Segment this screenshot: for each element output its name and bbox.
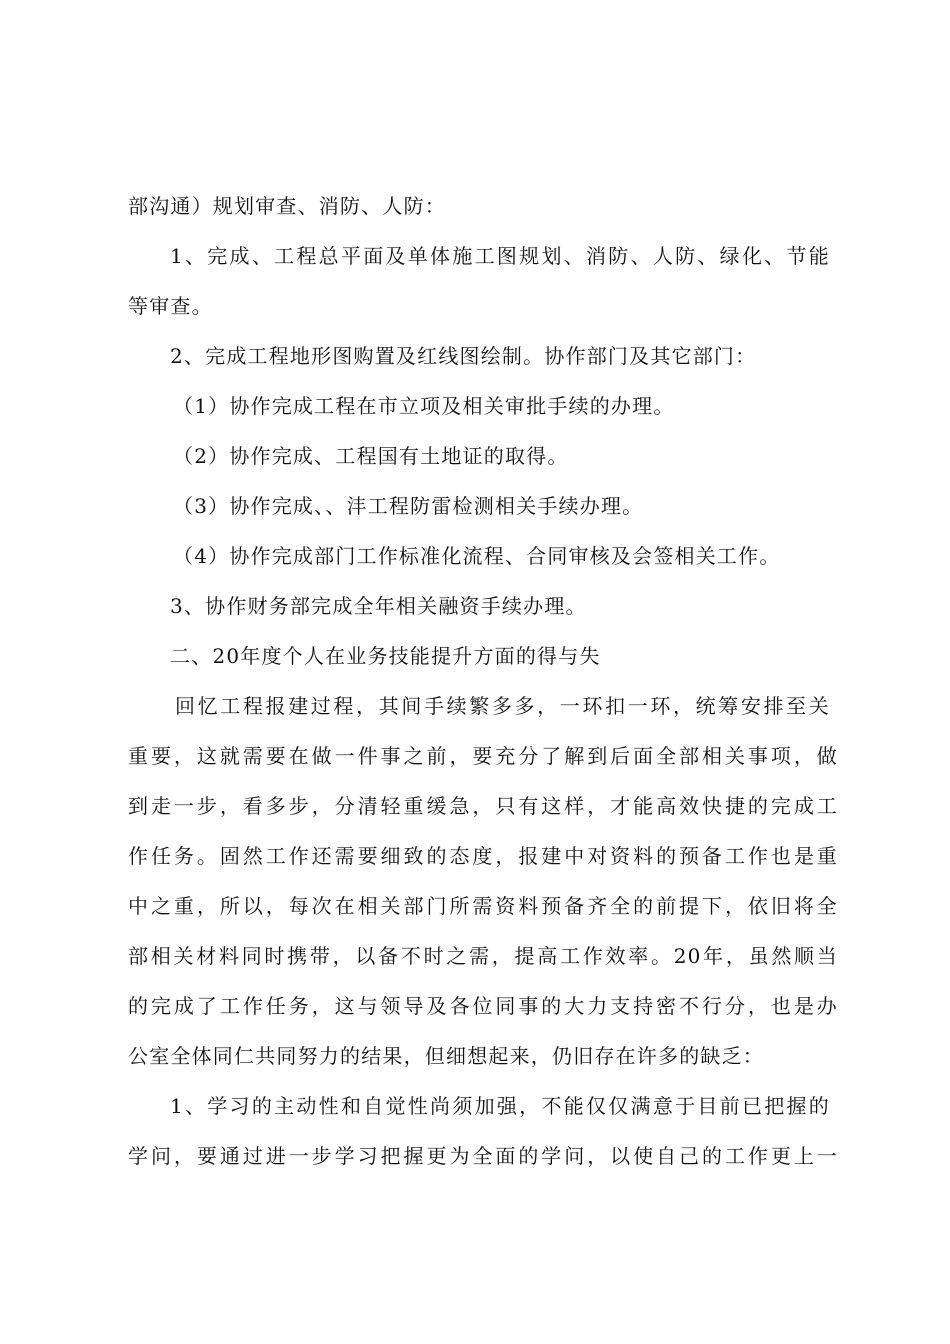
text-line-19: 1、学习的主动性和自觉性尚须加强，不能仅仅满意于目前已把握的: [170, 1094, 830, 1118]
text-line-15: 中之重，所以，每次在相关部门所需资料预备齐全的前提下，依旧将全: [128, 894, 838, 918]
text-line-5: （1）协作完成工程在市立项及相关审批手续的办理。: [173, 394, 675, 418]
text-line-9: 3、协作财务部完成全年相关融资手续办理。: [170, 594, 587, 618]
text-line-14: 作任务。固然工作还需要细致的态度，报建中对资料的预备工作也是重: [128, 844, 838, 868]
text-line-11: 回忆工程报建过程，其间手续繁多多，一环扣一环，统筹安排至关: [175, 694, 830, 718]
text-line-3: 等审查。: [128, 294, 213, 318]
text-line-2: 1、完成、工程总平面及单体施工图规划、消防、人防、绿化、节能: [170, 244, 830, 268]
text-line-1: 部沟通）规划审查、消防、人防：: [128, 194, 446, 218]
text-line-7: （3）协作完成、、沣工程防雷检测相关手续办理。: [173, 494, 644, 518]
text-line-20: 学问，要通过进一步学习把握更为全面的学问，以使自己的工作更上一: [128, 1144, 838, 1168]
text-line-18: 公室全体同仁共同努力的结果，但细想起来，仍旧存在许多的缺乏：: [128, 1044, 764, 1068]
text-line-13: 到走一步，看多步，分清轻重缓急，只有这样，才能高效快捷的完成工: [128, 794, 838, 818]
text-line-4: 2、完成工程地形图购置及红线图绘制。协作部门及其它部门：: [170, 344, 757, 368]
text-line-6: （2）协作完成、工程国有土地证的取得。: [173, 444, 569, 468]
text-line-12: 重要，这就需要在做一件事之前，要充分了解到后面全部相关事项，做: [128, 744, 838, 768]
text-line-16: 部相关材料同时携带，以备不时之需，提高工作效率。20年，虽然顺当: [128, 944, 838, 968]
text-line-8: （4）协作完成部门工作标准化流程、合同审核及会签相关工作。: [173, 544, 781, 568]
section-heading: 二、20年度个人在业务技能提升方面的得与失: [170, 644, 601, 668]
text-line-17: 的完成了工作任务，这与领导及各位同事的大力支持密不行分，也是办: [128, 994, 838, 1018]
